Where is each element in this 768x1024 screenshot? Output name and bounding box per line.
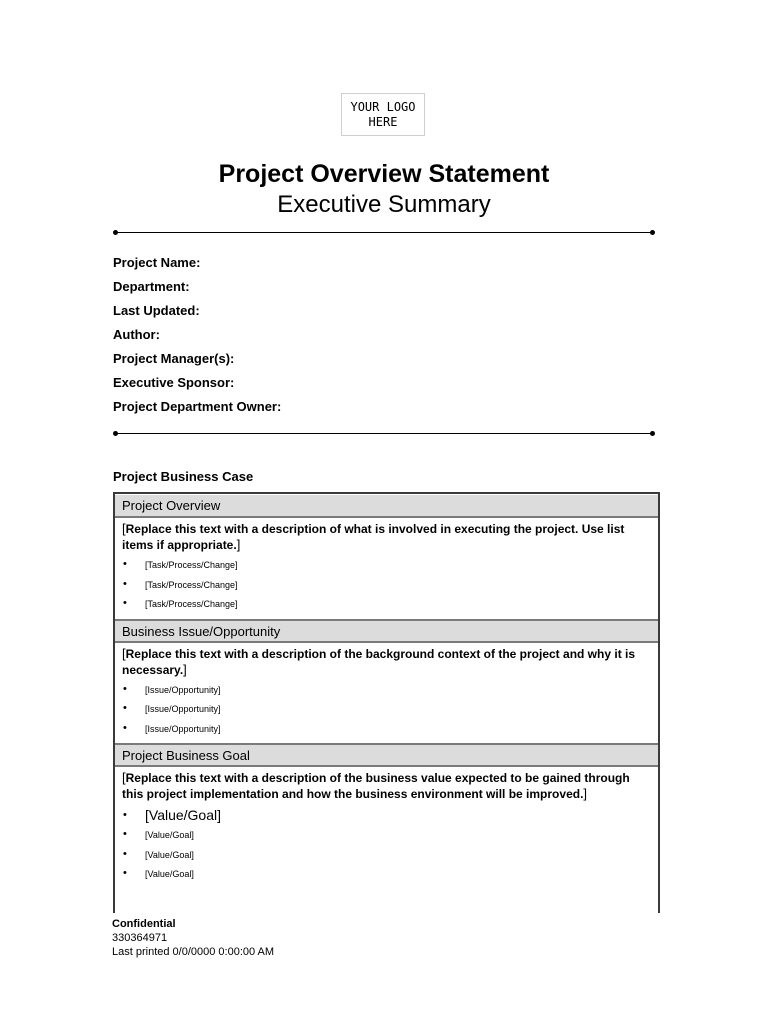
list-item: • [Value/Goal] (122, 846, 651, 866)
field-executive-sponsor: Executive Sponsor: (113, 375, 235, 390)
list-item: • [Value/Goal] (122, 826, 651, 846)
section-body-project-overview (115, 518, 658, 619)
section-header-business-goal: Project Business Goal (115, 743, 658, 767)
logo-placeholder (341, 93, 425, 136)
task-list (122, 556, 651, 615)
section-description: [Replace this text with a description of the business value expected to be gained through this project implementation and how the business environment will be improved.] (122, 770, 630, 801)
goal-list (122, 805, 651, 885)
business-case-table (113, 492, 660, 913)
confidential-label: Confidential (112, 918, 176, 930)
last-printed: Last printed 0/0/0000 0:00:00 AM (112, 946, 275, 958)
project-fields (113, 251, 281, 419)
list-item: • [Task/Process/Change] (122, 595, 651, 615)
logo-line-2: HERE (368, 114, 398, 129)
logo-line-1: YOUR LOGO (350, 99, 416, 114)
section-body-business-goal (115, 767, 658, 889)
field-project-department-owner: Project Department Owner: (113, 399, 282, 414)
field-project-managers: Project Manager(s): (113, 351, 235, 366)
list-item: • [Issue/Opportunity] (122, 700, 651, 720)
section-body-business-issue (115, 643, 658, 744)
bottom-divider (115, 433, 653, 434)
list-item: • [Value/Goal] (122, 865, 651, 885)
section-description: [Replace this text with a description of the background context of the project and why it is necessary.] (122, 645, 636, 677)
top-divider (115, 232, 653, 233)
issue-list (122, 681, 651, 740)
field-department: Department: (113, 279, 190, 294)
business-case-heading: Project Business Case (113, 469, 254, 484)
section-description: [Replace this text with a description of what is involved in executing the project. Use list items if appropriate.] (122, 521, 625, 552)
list-item: • [Issue/Opportunity] (122, 720, 651, 740)
page-footer (112, 917, 274, 959)
list-item: • [Issue/Opportunity] (122, 681, 651, 701)
section-header-business-issue: Business Issue/Opportunity (115, 619, 658, 643)
list-item: • [Task/Process/Change] (122, 576, 651, 596)
document-subtitle: Executive Summary (277, 191, 491, 218)
document-title: Project Overview Statement (218, 160, 550, 188)
list-item: • [Value/Goal] (122, 805, 651, 826)
list-item: • [Task/Process/Change] (122, 556, 651, 576)
section-header-project-overview: Project Overview (115, 494, 658, 518)
field-last-updated: Last Updated: (113, 303, 200, 318)
field-project-name: Project Name: (113, 255, 201, 270)
document-number: 330364971 (112, 932, 168, 944)
field-author: Author: (113, 327, 160, 342)
